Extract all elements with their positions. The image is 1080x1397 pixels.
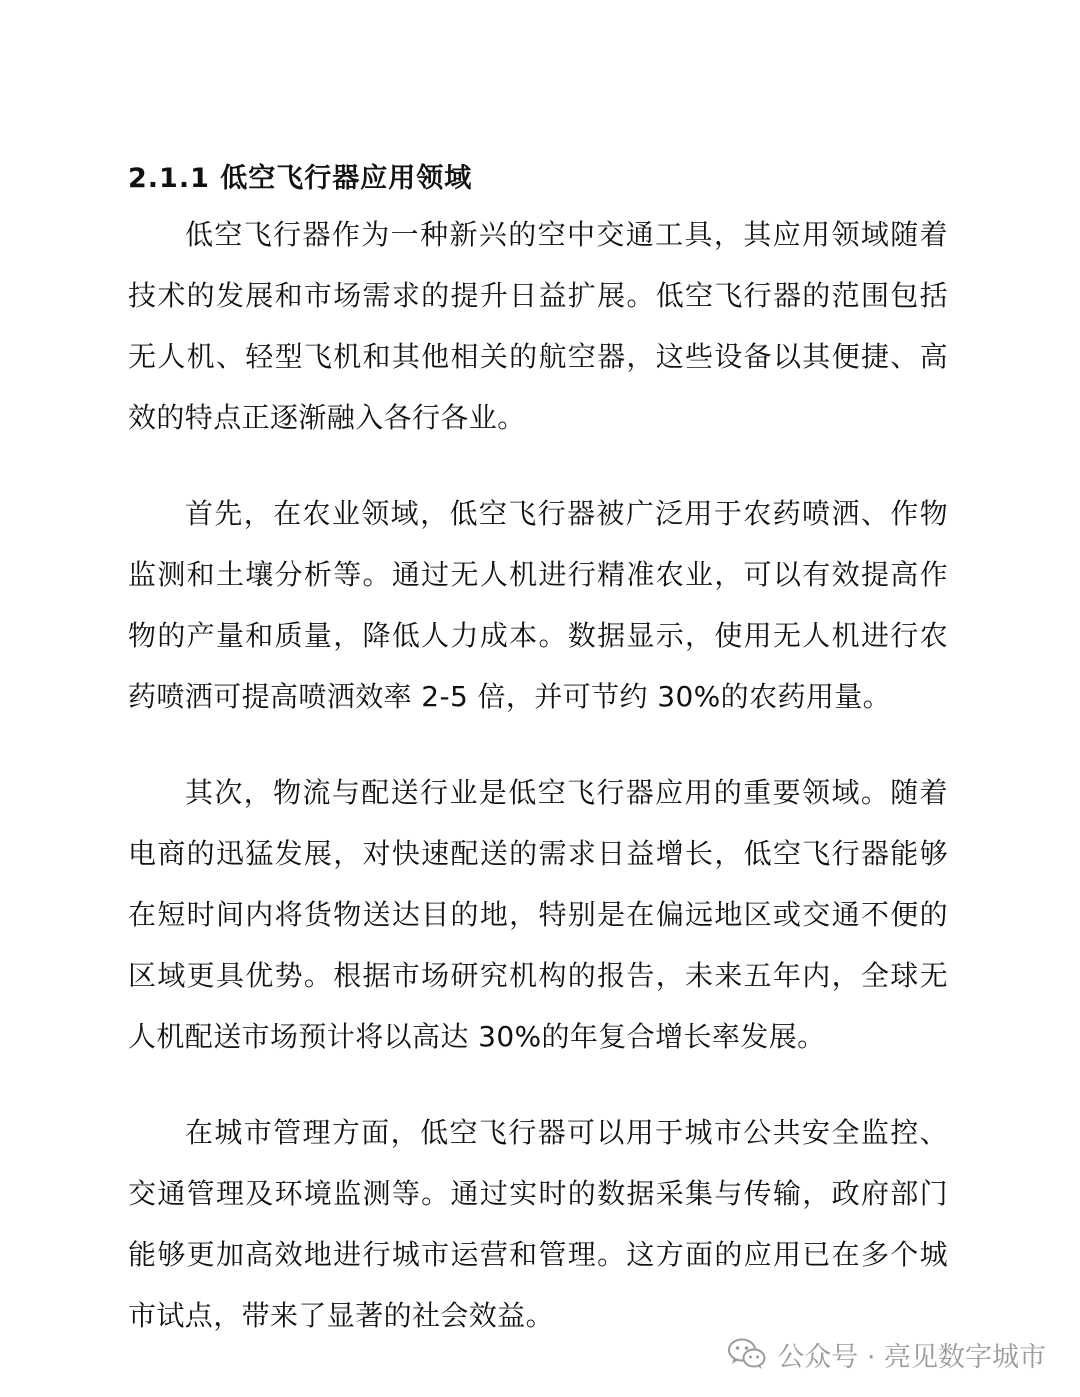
paragraph-intro: 低空飞行器作为一种新兴的空中交通工具，其应用领域随着技术的发展和市场需求的提升日益扩展。低空飞行器的范围包括无人机、轻型飞机和其他相关的航空器，这些设备以其便捷、高效的特点正逐渐融入各行各业。 bbox=[128, 218, 948, 434]
paragraph-city-management: 在城市管理方面，低空飞行器可以用于城市公共安全监控、交通管理及环境监测等。通过实时的数据采集与传输，政府部门能够更加高效地进行城市运营和管理。这方面的应用已在多个城市试点，带来了显著的社会效益。 bbox=[128, 1116, 948, 1332]
section-heading: 2.1.1 低空飞行器应用领域 bbox=[128, 163, 473, 194]
watermark-text: 公众号 · 亮见数字城市 bbox=[777, 1341, 1046, 1373]
paragraph-agriculture: 首先，在农业领域，低空飞行器被广泛用于农药喷洒、作物监测和土壤分析等。通过无人机进行精准农业，可以有效提高作物的产量和质量，降低人力成本。数据显示，使用无人机进行农药喷洒可提高喷洒效率 2-5 倍，并可节约 30%的农药用量。 bbox=[128, 497, 948, 713]
wechat-watermark bbox=[727, 1334, 1046, 1374]
document-body bbox=[128, 204, 948, 1381]
wechat-icon bbox=[727, 1337, 767, 1371]
paragraph-logistics: 其次，物流与配送行业是低空飞行器应用的重要领域。随着电商的迅猛发展，对快速配送的需求日益增长，低空飞行器能够在短时间内将货物送达目的地，特别是在偏远地区或交通不便的区域更具优势。根据市场研究机构的报告，未来五年内，全球无人机配送市场预计将以高达 30%的年复合增长率发展。 bbox=[128, 776, 948, 1053]
